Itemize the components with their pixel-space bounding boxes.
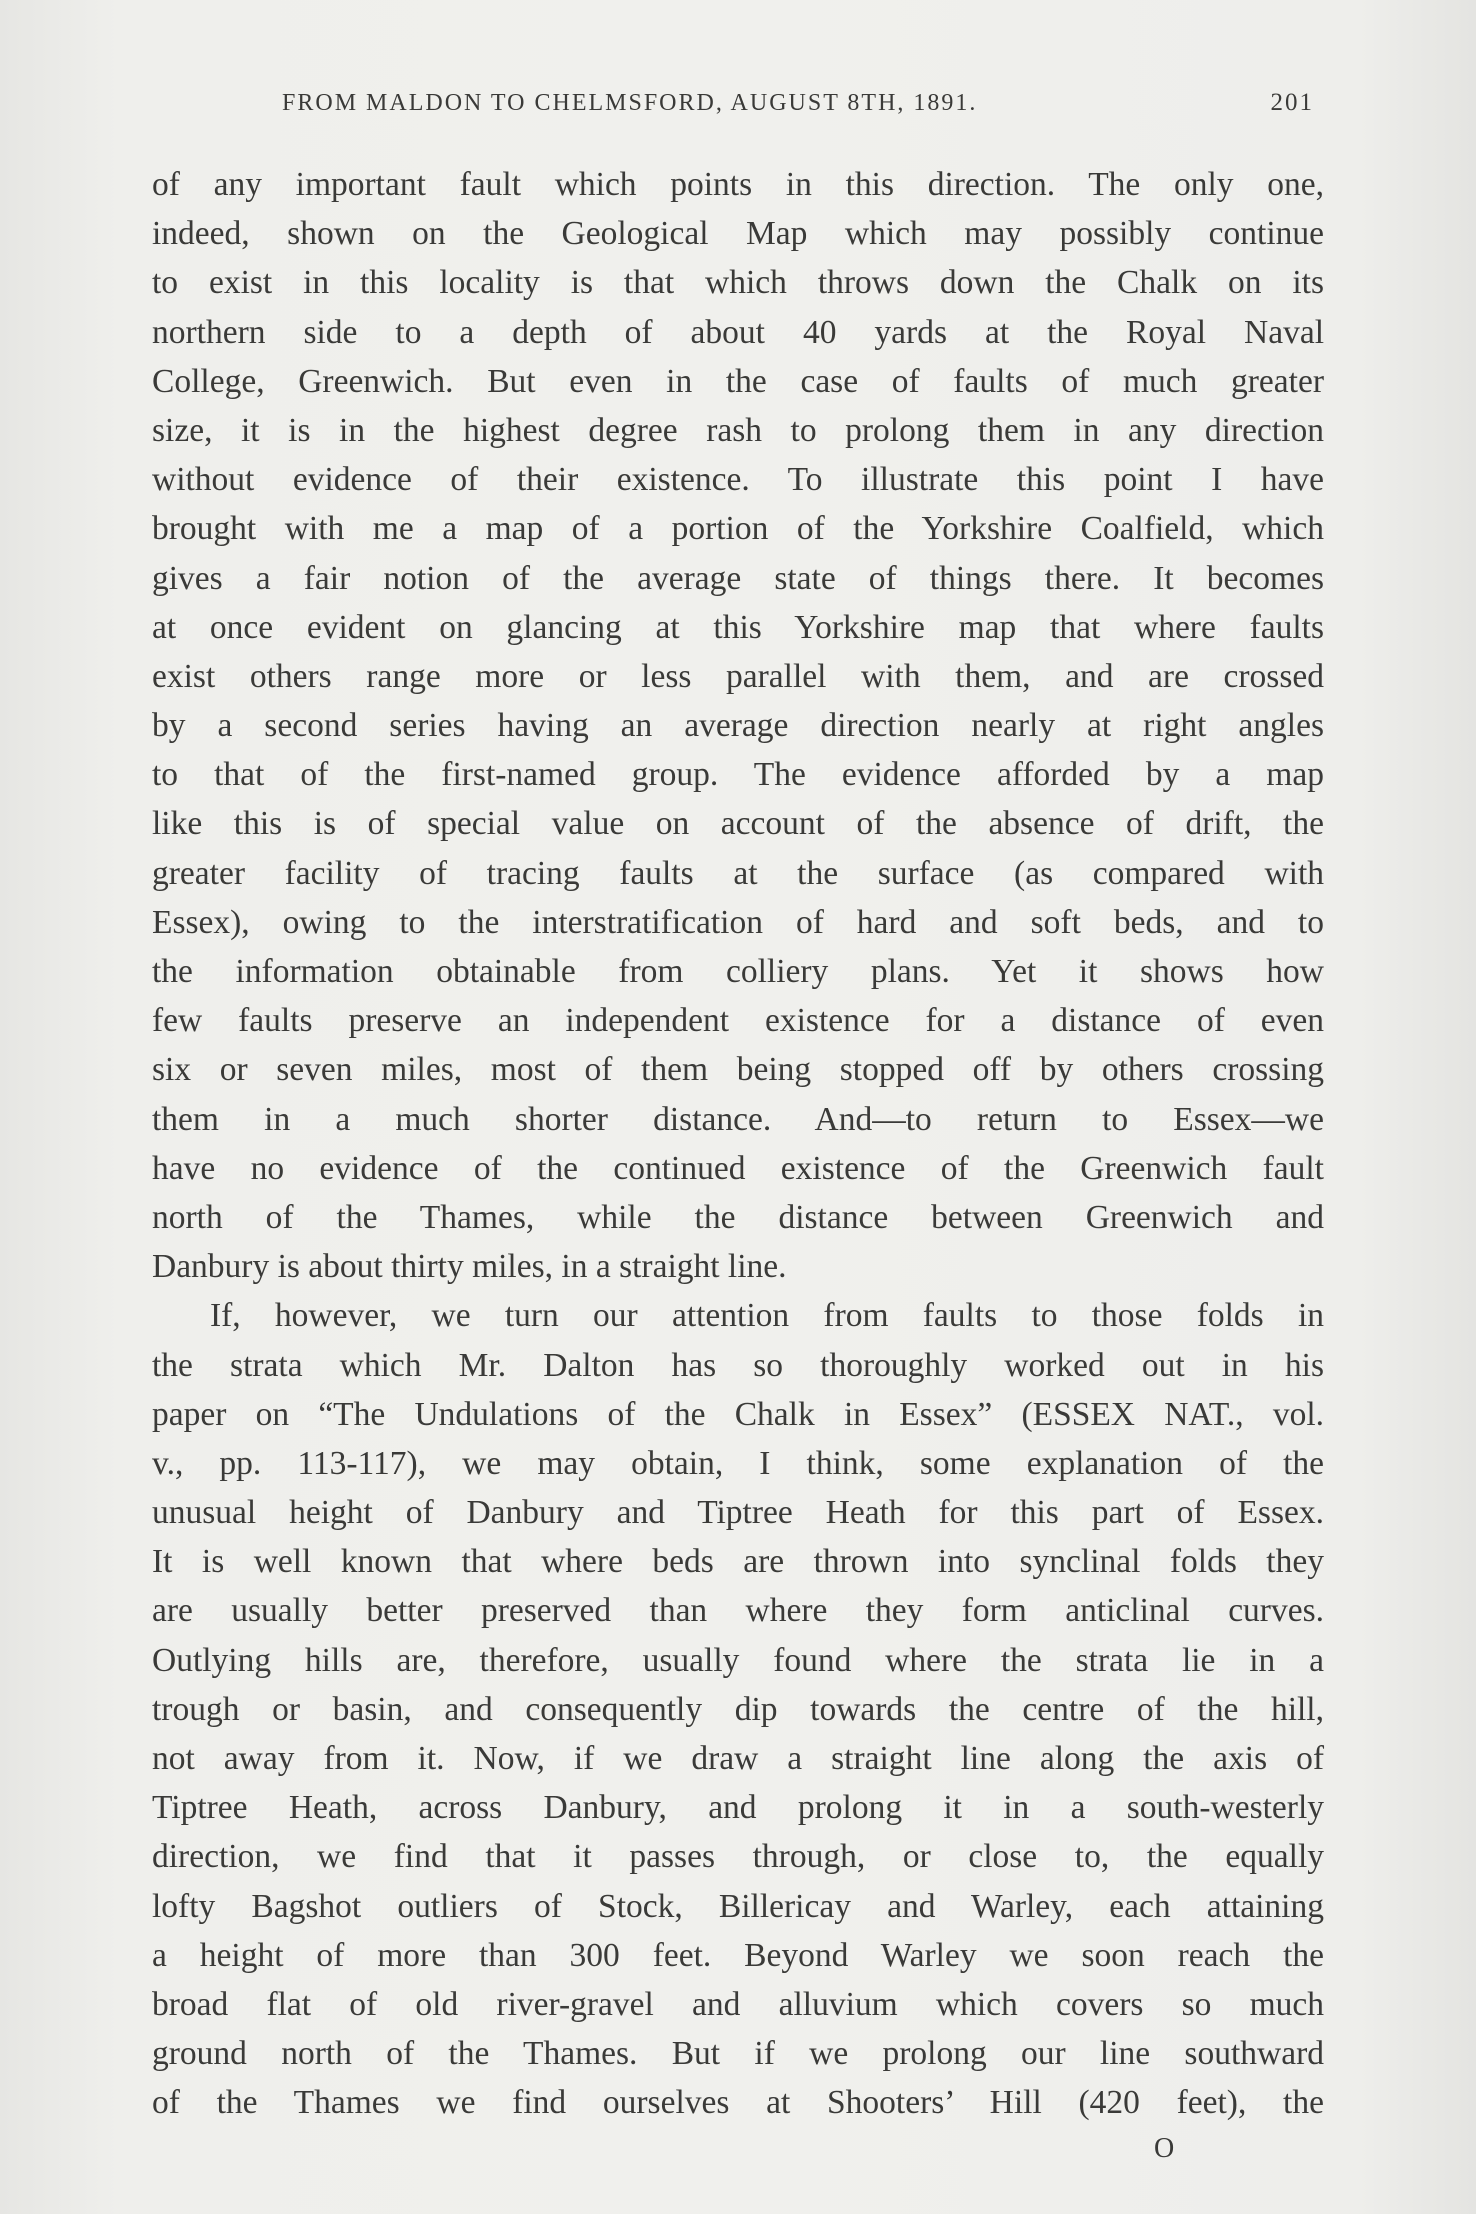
page-number: 201 — [1270, 89, 1314, 116]
text-line: greater facility of tracing faults at the surface (as compared with — [152, 854, 1324, 892]
text-line: to that of the first-named group. The evidence afforded by a map — [152, 756, 1324, 794]
text-line: indeed, shown on the Geological Map which may possibly continue — [152, 215, 1324, 253]
text-line: few faults preserve an independent existence for a distance of even — [152, 1002, 1324, 1040]
text-line: v., pp. 113-117), we may obtain, I think, some explanation of the — [152, 1444, 1324, 1482]
text-line: broad flat of old river-gravel and alluvium which covers so much — [152, 1985, 1324, 2023]
text-line: are usually better preserved than where they form anticlinal curves. — [152, 1592, 1324, 1630]
text-line: College, Greenwich. But even in the case of faults of much greater — [152, 362, 1324, 400]
running-head — [152, 86, 1324, 120]
text-line: without evidence of their existence. To illustrate this point I have — [152, 461, 1324, 499]
text-line: at once evident on glancing at this Yorkshire map that where faults — [152, 608, 1324, 646]
paragraph — [152, 160, 1324, 1291]
paragraph — [152, 1291, 1324, 2127]
running-title: FROM MALDON TO CHELMSFORD, AUGUST 8TH, 1891. — [282, 90, 978, 116]
text-line: of any important fault which points in this direction. The only one, — [152, 166, 1324, 203]
text-line: paper on “The Undulations of the Chalk in Essex” (ESSEX NAT., vol. — [152, 1395, 1324, 1433]
text-line: Outlying hills are, therefore, usually found where the strata lie in a — [152, 1641, 1324, 1679]
text-line: them in a much shorter distance. And—to return to Essex—we — [152, 1100, 1324, 1138]
text-line: exist others range more or less parallel with them, and are crossed — [152, 657, 1324, 695]
signature-mark: O — [1154, 2133, 1175, 2164]
text-line: the information obtainable from colliery plans. Yet it shows how — [152, 953, 1324, 990]
text-line: the strata which Mr. Dalton has so thoroughly worked out in his — [152, 1346, 1324, 1384]
text-line: a height of more than 300 feet. Beyond Warley we soon reach the — [152, 1936, 1324, 1974]
text-line: ground north of the Thames. But if we prolong our line southward — [152, 2035, 1324, 2073]
text-line: northern side to a depth of about 40 yards at the Royal Naval — [152, 313, 1324, 351]
body-text — [152, 160, 1324, 2128]
text-line: lofty Bagshot outliers of Stock, Billericay and Warley, each attaining — [152, 1887, 1324, 1925]
text-line: unusual height of Danbury and Tiptree Heath for this part of Essex. — [152, 1494, 1324, 1532]
text-line: brought with me a map of a portion of the Yorkshire Coalfield, which — [152, 510, 1324, 548]
text-line: of the Thames we find ourselves at Shooters’ Hill (420 feet), the — [152, 2084, 1324, 2122]
text-line: Danbury is about thirty miles, in a straight line. — [152, 1248, 787, 1286]
text-line: to exist in this locality is that which throws down the Chalk on its — [152, 264, 1324, 302]
text-line: If, however, we turn our attention from faults to those folds in — [210, 1297, 1324, 1335]
text-line: like this is of special value on account of the absence of drift, the — [152, 805, 1324, 843]
text-line: gives a fair notion of the average state of things there. It becomes — [152, 559, 1324, 597]
text-line: six or seven miles, most of them being stopped off by others crossing — [152, 1051, 1324, 1089]
text-line: Tiptree Heath, across Danbury, and prolong it in a south-westerly — [152, 1789, 1324, 1827]
text-line: not away from it. Now, if we draw a straight line along the axis of — [152, 1740, 1324, 1777]
text-line: direction, we find that it passes through, or close to, the equally — [152, 1838, 1324, 1876]
text-line: trough or basin, and consequently dip towards the centre of the hill, — [152, 1690, 1324, 1728]
text-line: It is well known that where beds are thrown into synclinal folds they — [152, 1543, 1324, 1581]
text-line: size, it is in the highest degree rash to prolong them in any direction — [152, 411, 1324, 449]
text-line: have no evidence of the continued existence of the Greenwich fault — [152, 1149, 1324, 1187]
text-line: Essex), owing to the interstratification of hard and soft beds, and to — [152, 903, 1324, 941]
text-line: by a second series having an average direction nearly at right angles — [152, 707, 1324, 745]
text-line: north of the Thames, while the distance between Greenwich and — [152, 1198, 1324, 1236]
